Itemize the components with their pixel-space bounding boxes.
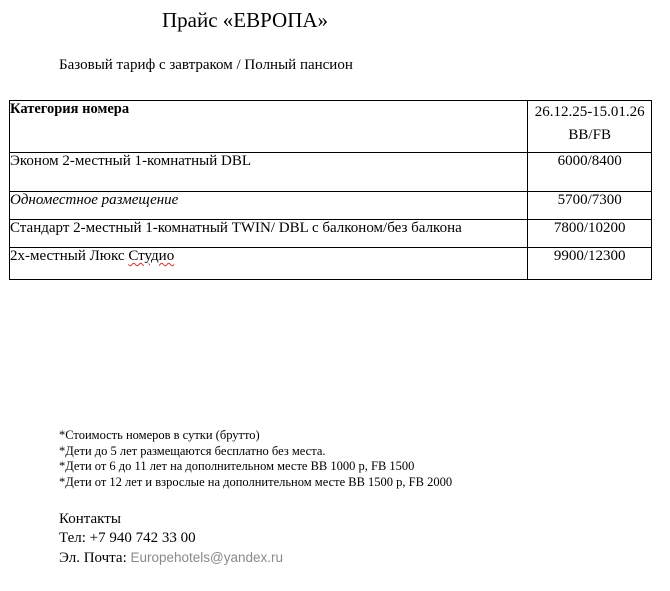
room-price: 9900/12300	[528, 248, 652, 280]
table-row	[10, 153, 652, 192]
price-table	[9, 100, 652, 280]
room-price: 7800/10200	[528, 220, 652, 248]
header-period	[528, 101, 652, 153]
room-name	[10, 248, 528, 280]
table-row	[10, 192, 652, 220]
header-board: BB/FB	[568, 127, 611, 143]
room-price: 5700/7300	[528, 192, 652, 220]
table-row	[10, 220, 652, 248]
room-name-prefix: 2х-местный Люкс	[10, 248, 129, 264]
note-line: *Дети от 6 до 11 лет на дополнительном месте BB 1000 р, FB 1500	[59, 459, 415, 474]
contacts-email-row	[59, 548, 283, 568]
room-price: 6000/8400	[528, 153, 652, 192]
table-row	[10, 248, 652, 280]
note-line: *Дети от 12 лет и взрослые на дополнительном месте BB 1500 р, FB 2000	[59, 474, 453, 489]
header-category: Категория номера	[10, 101, 528, 153]
room-name: Одноместное размещение	[10, 192, 528, 220]
header-dates: 26.12.25-15.01.26	[534, 104, 645, 120]
spellcheck-word: Студио	[128, 248, 175, 264]
contacts-phone: Тел: +7 940 742 33 00	[59, 530, 196, 546]
email-label: Эл. Почта:	[59, 550, 131, 566]
document-title: Прайс «ЕВРОПА»	[161, 8, 329, 32]
document-subtitle: Базовый тариф с завтраком / Полный пансион	[59, 57, 353, 73]
room-name: Эконом 2-местный 1-комнатный DBL	[10, 153, 528, 192]
email-link[interactable]: Europehotels@yandex.ru	[130, 550, 284, 565]
contacts-heading: Контакты	[59, 511, 121, 527]
contacts	[59, 510, 283, 568]
note-line: *Стоимость номеров в сутки (брутто)	[59, 428, 260, 442]
notes	[59, 428, 452, 490]
room-name: Стандарт 2-местный 1-комнатный TWIN/ DBL с балконом/без балкона	[10, 220, 528, 248]
note-line: *Дети до 5 лет размещаются бесплатно без места.	[59, 443, 326, 458]
table-header-row	[10, 101, 652, 153]
